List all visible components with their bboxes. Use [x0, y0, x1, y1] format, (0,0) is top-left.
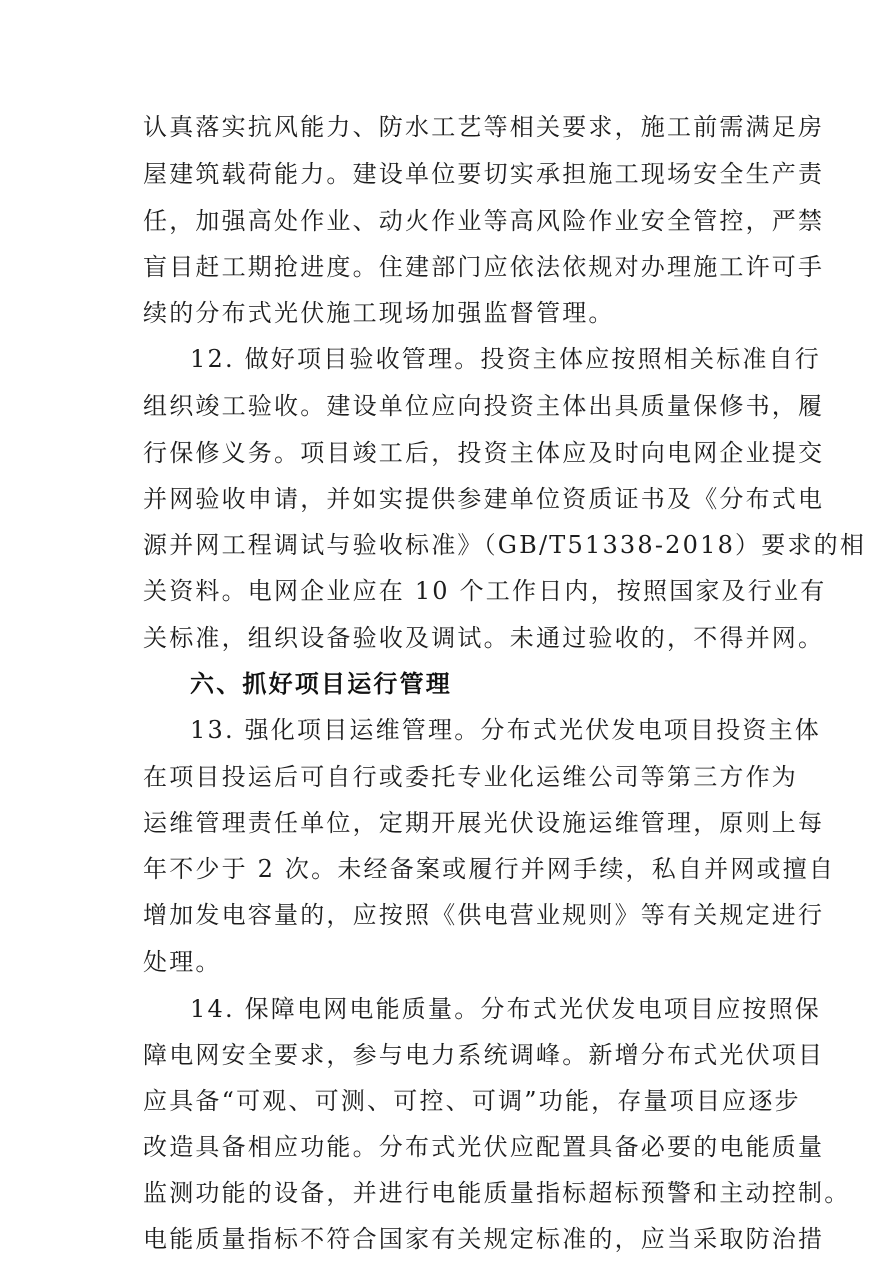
paragraph-line: 行保修义务。项目竣工后，投资主体应及时向电网企业提交 [143, 439, 825, 467]
paragraph-line: 14. 保障电网电能质量。分布式光伏发电项目应按照保 [190, 995, 821, 1023]
paragraph-line: 关标准，组织设备验收及调试。未通过验收的，不得并网。 [143, 624, 825, 652]
paragraph-line: 监测功能的设备，并进行电能质量指标超标预警和主动控制。 [143, 1179, 851, 1207]
paragraph-line: 组织竣工验收。建设单位应向投资主体出具质量保修书，履 [143, 392, 825, 420]
paragraph-line: 在项目投运后可自行或委托专业化运维公司等第三方作为 [143, 763, 798, 791]
paragraph-line: 年不少于 2 次。未经备案或履行并网手续，私自并网或擅自 [143, 855, 836, 883]
paragraph-line: 续的分布式光伏施工现场加强监督管理。 [143, 299, 615, 327]
paragraph-line: 源并网工程调试与验收标准》（GB/T51338-2018）要求的相 [143, 531, 867, 559]
paragraph-line: 应具备“可观、可测、可控、可调”功能，存量项目应逐步 [143, 1087, 801, 1115]
paragraph-line: 13. 强化项目运维管理。分布式光伏发电项目投资主体 [190, 716, 821, 744]
paragraph-line: 屋建筑载荷能力。建设单位要切实承担施工现场安全生产责 [143, 160, 825, 188]
paragraph-line: 处理。 [143, 948, 222, 976]
paragraph-line: 改造具备相应功能。分布式光伏应配置具备必要的电能质量 [143, 1133, 825, 1161]
section-heading: 六、抓好项目运行管理 [190, 670, 452, 698]
paragraph-line: 12. 做好项目验收管理。投资主体应按照相关标准自行 [190, 345, 821, 373]
paragraph-line: 关资料。电网企业应在 10 个工作日内，按照国家及行业有 [143, 577, 827, 605]
paragraph-line: 运维管理责任单位，定期开展光伏设施运维管理，原则上每 [143, 809, 825, 837]
paragraph-line: 任，加强高处作业、动火作业等高风险作业安全管控，严禁 [143, 207, 825, 235]
paragraph-line: 增加发电容量的，应按照《供电营业规则》等有关规定进行 [143, 901, 825, 929]
paragraph-line: 电能质量指标不符合国家有关规定标准的，应当采取防治措 [143, 1225, 825, 1253]
paragraph-line: 并网验收申请，并如实提供参建单位资质证书及《分布式电 [143, 485, 825, 513]
paragraph-line: 障电网安全要求，参与电力系统调峰。新增分布式光伏项目 [143, 1041, 825, 1069]
paragraph-line: 认真落实抗风能力、防水工艺等相关要求，施工前需满足房 [143, 113, 825, 141]
paragraph-line: 盲目赶工期抢进度。住建部门应依法依规对办理施工许可手 [143, 253, 825, 281]
